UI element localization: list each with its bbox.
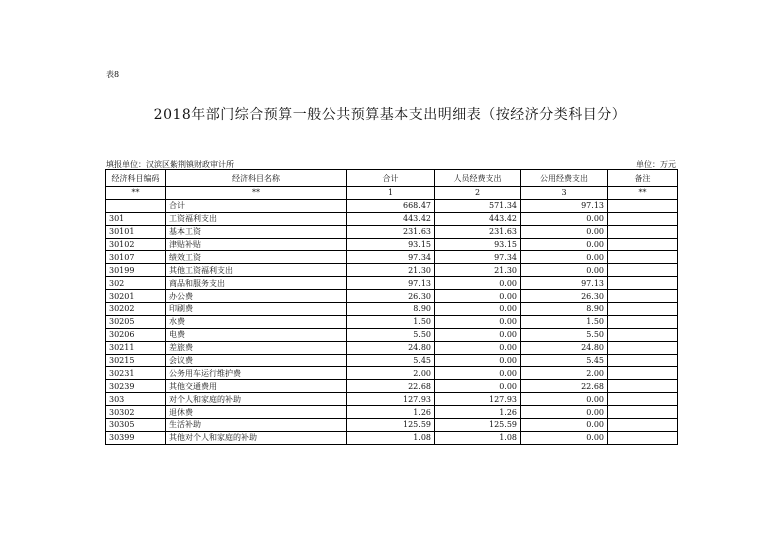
header-name: 经济科目名称: [166, 170, 347, 187]
cell-code: 30206: [106, 328, 166, 341]
cell-public: 0.00: [521, 238, 608, 251]
table-row: [106, 315, 678, 328]
cell-code: 301: [106, 212, 166, 225]
cell-total: 26.30: [347, 290, 435, 303]
table-number-label: 表8: [106, 70, 120, 79]
table-row: [106, 419, 678, 432]
cell-personnel: 0.00: [435, 315, 521, 328]
cell-total: 93.15: [347, 238, 435, 251]
cell-personnel: 97.34: [435, 251, 521, 264]
cell-public: 0.00: [521, 431, 608, 444]
cell-code: 30199: [106, 264, 166, 277]
cell-code: 30302: [106, 406, 166, 419]
cell-name: 差旅费: [166, 341, 347, 354]
cell-note: [608, 251, 678, 264]
index-total: 1: [347, 187, 435, 200]
cell-total: 2.00: [347, 367, 435, 380]
table-row: [106, 290, 678, 303]
cell-name: 绩效工资: [166, 251, 347, 264]
cell-name: 基本工资: [166, 225, 347, 238]
table-row: [106, 251, 678, 264]
cell-name: 办公费: [166, 290, 347, 303]
cell-name: 印刷费: [166, 303, 347, 316]
table-row: [106, 303, 678, 316]
cell-name: 其他对个人和家庭的补助: [166, 431, 347, 444]
cell-name: 其他工资福利支出: [166, 264, 347, 277]
cell-total: 5.50: [347, 328, 435, 341]
cell-note: [608, 290, 678, 303]
cell-public: 0.00: [521, 212, 608, 225]
cell-code: 303: [106, 393, 166, 406]
cell-personnel: 127.93: [435, 393, 521, 406]
cell-public: 0.00: [521, 393, 608, 406]
header-personnel: 人员经费支出: [435, 170, 521, 187]
cell-note: [608, 341, 678, 354]
cell-note: [608, 431, 678, 444]
currency-unit: 单位：万元: [636, 160, 676, 169]
expenditure-table: [105, 169, 678, 445]
cell-code: 30102: [106, 238, 166, 251]
reporting-unit: 填报单位：汉滨区紫荆镇财政审计所: [106, 160, 234, 169]
cell-personnel: 571.34: [435, 199, 521, 212]
cell-personnel: 0.00: [435, 303, 521, 316]
cell-personnel: 0.00: [435, 354, 521, 367]
cell-note: [608, 354, 678, 367]
cell-public: 0.00: [521, 225, 608, 238]
cell-personnel: 443.42: [435, 212, 521, 225]
table-row: [106, 431, 678, 444]
cell-total: 24.80: [347, 341, 435, 354]
cell-note: [608, 277, 678, 290]
cell-total: 231.63: [347, 225, 435, 238]
cell-note: [608, 315, 678, 328]
table-body: [106, 199, 678, 444]
table-row: [106, 238, 678, 251]
cell-note: [608, 367, 678, 380]
cell-public: 0.00: [521, 406, 608, 419]
cell-note: [608, 303, 678, 316]
cell-code: 30239: [106, 380, 166, 393]
cell-personnel: 0.00: [435, 277, 521, 290]
cell-name: 津贴补贴: [166, 238, 347, 251]
cell-personnel: 1.26: [435, 406, 521, 419]
header-note: 备注: [608, 170, 678, 187]
cell-name: 其他交通费用: [166, 380, 347, 393]
cell-personnel: 21.30: [435, 264, 521, 277]
cell-name: 退休费: [166, 406, 347, 419]
cell-total: 1.50: [347, 315, 435, 328]
cell-total: 1.08: [347, 431, 435, 444]
cell-code: 30201: [106, 290, 166, 303]
index-public: 3: [521, 187, 608, 200]
cell-public: 97.13: [521, 277, 608, 290]
cell-name: 对个人和家庭的补助: [166, 393, 347, 406]
table-row: [106, 328, 678, 341]
cell-public: 97.13: [521, 199, 608, 212]
table-row: [106, 393, 678, 406]
cell-name: 生活补助: [166, 419, 347, 432]
table-row: [106, 406, 678, 419]
cell-code: 30107: [106, 251, 166, 264]
cell-code: 302: [106, 277, 166, 290]
cell-note: [608, 225, 678, 238]
cell-total: 125.59: [347, 419, 435, 432]
cell-name: 商品和服务支出: [166, 277, 347, 290]
cell-total: 443.42: [347, 212, 435, 225]
cell-total: 5.45: [347, 354, 435, 367]
table-row: [106, 277, 678, 290]
cell-name: 会议费: [166, 354, 347, 367]
cell-personnel: 0.00: [435, 328, 521, 341]
table-row: [106, 341, 678, 354]
cell-note: [608, 406, 678, 419]
cell-total: 21.30: [347, 264, 435, 277]
cell-name: 合计: [166, 199, 347, 212]
cell-personnel: 0.00: [435, 380, 521, 393]
cell-public: 1.50: [521, 315, 608, 328]
cell-personnel: 125.59: [435, 419, 521, 432]
cell-public: 2.00: [521, 367, 608, 380]
cell-total: 97.34: [347, 251, 435, 264]
cell-total: 22.68: [347, 380, 435, 393]
cell-note: [608, 199, 678, 212]
cell-code: 30215: [106, 354, 166, 367]
cell-personnel: 0.00: [435, 367, 521, 380]
index-personnel: 2: [435, 187, 521, 200]
cell-note: [608, 264, 678, 277]
cell-name: 公务用车运行维护费: [166, 367, 347, 380]
table-row: [106, 367, 678, 380]
table-row: [106, 380, 678, 393]
table-row: [106, 264, 678, 277]
table-row: [106, 212, 678, 225]
document-title: 2018年部门综合预算一般公共预算基本支出明细表（按经济分类科目分）: [153, 107, 627, 123]
cell-note: [608, 380, 678, 393]
cell-note: [608, 393, 678, 406]
cell-public: 22.68: [521, 380, 608, 393]
cell-code: 30231: [106, 367, 166, 380]
index-note: **: [608, 187, 678, 200]
cell-name: 水费: [166, 315, 347, 328]
cell-public: 0.00: [521, 264, 608, 277]
header-code: 经济科目编码: [106, 170, 166, 187]
cell-personnel: 1.08: [435, 431, 521, 444]
cell-total: 668.47: [347, 199, 435, 212]
cell-code: 30211: [106, 341, 166, 354]
header-total: 合计: [347, 170, 435, 187]
cell-public: 8.90: [521, 303, 608, 316]
table-header-row: [106, 170, 678, 187]
cell-public: 24.80: [521, 341, 608, 354]
cell-total: 8.90: [347, 303, 435, 316]
cell-public: 5.50: [521, 328, 608, 341]
cell-public: 0.00: [521, 419, 608, 432]
table-index-row: [106, 187, 678, 200]
cell-personnel: 0.00: [435, 290, 521, 303]
cell-total: 1.26: [347, 406, 435, 419]
table-row: [106, 225, 678, 238]
cell-code: [106, 199, 166, 212]
header-public: 公用经费支出: [521, 170, 608, 187]
cell-note: [608, 419, 678, 432]
cell-code: 30399: [106, 431, 166, 444]
cell-code: 30205: [106, 315, 166, 328]
table-row: [106, 354, 678, 367]
cell-total: 127.93: [347, 393, 435, 406]
cell-public: 26.30: [521, 290, 608, 303]
cell-public: 0.00: [521, 251, 608, 264]
cell-code: 30202: [106, 303, 166, 316]
index-code: **: [106, 187, 166, 200]
cell-personnel: 93.15: [435, 238, 521, 251]
cell-personnel: 0.00: [435, 341, 521, 354]
cell-note: [608, 238, 678, 251]
table-row: [106, 199, 678, 212]
cell-code: 30305: [106, 419, 166, 432]
cell-note: [608, 328, 678, 341]
cell-code: 30101: [106, 225, 166, 238]
cell-total: 97.13: [347, 277, 435, 290]
cell-personnel: 231.63: [435, 225, 521, 238]
cell-name: 工资福利支出: [166, 212, 347, 225]
cell-name: 电费: [166, 328, 347, 341]
cell-public: 5.45: [521, 354, 608, 367]
cell-note: [608, 212, 678, 225]
index-name: **: [166, 187, 347, 200]
